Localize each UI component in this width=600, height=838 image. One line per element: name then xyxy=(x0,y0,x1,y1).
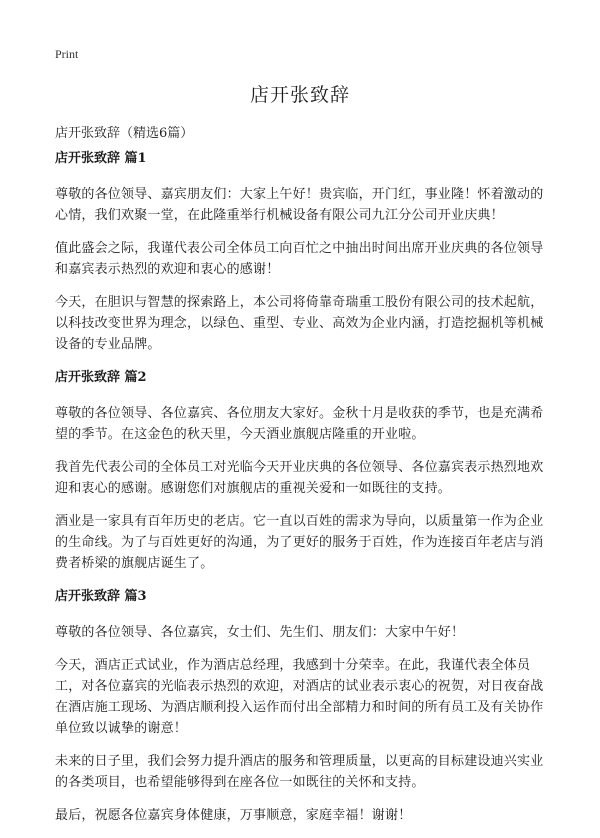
section-heading: 店开张致辞 篇3 xyxy=(55,589,147,604)
paragraph: 今天，在胆识与智慧的探索路上，本公司将倚靠奇瑞重工股份有限公司的技术起航，以科技改变世界为理念，以绿色、重型、专业、高效为企业内涵，打造挖掘机等机械设备的专业品牌。 xyxy=(55,295,544,352)
paragraph: 酒业是一家具有百年历史的老店。它一直以百姓的需求为导向，以质量第一作为企业的生命线。为了与百姓更好的沟通，为了更好的服务于百姓，作为连接百年老店与消费者桥梁的旗舰店诞生了。 xyxy=(55,514,544,571)
paragraph: 值此盛会之际，我谨代表公司全体员工向百忙之中抽出时间出席开业庆典的各位领导和嘉宾表示热烈的欢迎和衷心的感谢！ xyxy=(55,241,544,277)
paragraph: 尊敬的各位领导、嘉宾朋友们：大家上午好！贵宾临，开门红，事业隆！怀着激动的心情，我们欢聚一堂，在此隆重举行机械设备有限公司九江分公司开业庆典！ xyxy=(55,187,544,223)
paragraph: 我首先代表公司的全体员工对光临今天开业庆典的各位领导、各位嘉宾表示热烈地欢迎和衷心的感谢。感谢您们对旗舰店的重视关爱和一如既往的支持。 xyxy=(55,460,544,496)
section-3 xyxy=(55,586,552,826)
document-body xyxy=(55,148,552,838)
paragraph: 尊敬的各位领导、各位嘉宾、各位朋友大家好。金秋十月是收获的季节，也是充满希望的季节。在这金色的秋天里，今天酒业旗舰店隆重的开业啦。 xyxy=(55,406,544,442)
paragraph: 未来的日子里，我们会努力提升酒店的服务和管理质量，以更高的目标建设迪兴实业的各类项目，也希望能够得到在座各位一如既往的关怀和支持。 xyxy=(55,754,544,790)
print-link[interactable]: Print xyxy=(55,47,79,61)
paragraph: 今天，酒店正式试业，作为酒店总经理，我感到十分荣幸。在此，我谨代表全体员工，对各位嘉宾的光临表示热烈的欢迎，对酒店的试业表示衷心的祝贺，对日夜奋战在酒店施工现场、为酒店顺利投入运作而付出全部精力和时间的所有员工及有关协作单位致以诚挚的谢意！ xyxy=(55,658,544,736)
page-title: 店开张致辞 xyxy=(249,84,350,106)
section-1 xyxy=(55,148,552,355)
paragraph: 尊敬的各位领导、各位嘉宾，女士们、先生们、朋友们：大家中午好！ xyxy=(55,625,465,640)
section-heading: 店开张致辞 篇2 xyxy=(55,370,147,385)
section-2 xyxy=(55,367,552,574)
document-subtitle: 店开张致辞（精选6篇） xyxy=(55,126,194,141)
section-heading: 店开张致辞 篇1 xyxy=(55,151,147,166)
paragraph: 最后，祝愿各位嘉宾身体健康，万事顺意，家庭幸福！谢谢！ xyxy=(55,808,412,823)
